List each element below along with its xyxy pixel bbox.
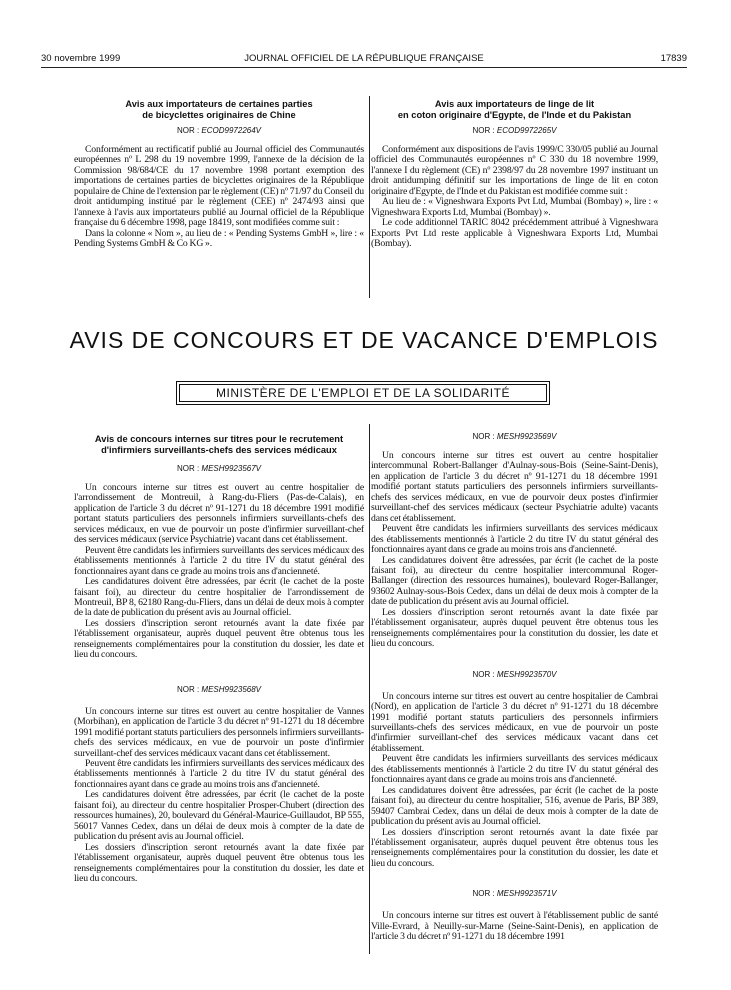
- paragraph: Peuvent être candidats les infirmiers surveillants des services médicaux des établissements mentionnés à l'article 2 du titre IV du statut général des fonctionnaires ayant dans ce grade au moins trois ans d'ancienneté.: [371, 523, 658, 556]
- ministry-name: MINISTÈRE DE L'EMPLOI ET DE LA SOLIDARITÉ: [179, 384, 547, 402]
- paragraph: Le code additionnel TARIC 8042 précédemment attribué à Vigneshwara Exports Pvt Ltd reste applicable à Vigneshwara Exports Ltd, Mumbai (Bombay).: [371, 217, 658, 250]
- right-column: [371, 432, 658, 943]
- nor-reference: [74, 685, 364, 695]
- nor-reference: [371, 432, 658, 442]
- nor-code: MESH9923569V: [496, 432, 557, 441]
- notice-title: Avis aux importateurs de linge de lit en coton originaire d'Egypte, de l'Inde et du Pakistan: [397, 99, 632, 120]
- nor-prefix: NOR :: [472, 889, 497, 899]
- column-divider: [369, 96, 370, 298]
- paragraph: Les candidatures doivent être adressées, par écrit (le cachet de la poste faisant foi), au directeur du centre hospitalier intercommunal Roger-Ballanger (direction des ressources humaines), boulevard Roger-Ballanger, 93602 Aulnay-sous-Bois Cedex, dans un délai de deux mois à compter de la date de publication du présent avis au Journal officiel.: [371, 554, 658, 608]
- paragraph: Peuvent être candidats les infirmiers surveillants des services médicaux des établissements mentionnés à l'article 2 du titre IV du statut général des fonctionnaires ayant dans ce grade au moins trois ans d'ancienneté.: [74, 757, 364, 790]
- nor-prefix: NOR :: [472, 669, 497, 679]
- running-header: [41, 52, 687, 66]
- paragraph: Les dossiers d'inscription seront retournés avant la date fixée par l'établissement organisateur, auprès duquel peuvent être obtenus tous les renseignements complémentaires pour la constitution du dossier, les date et lieu du concours.: [74, 841, 364, 884]
- paragraph: Les candidatures doivent être adressées, par écrit (le cachet de la poste faisant foi), au directeur du centre hospitalier de l'arrondissement de Montreuil, BP 8, 62180 Rang-du-Fliers, dans un délai de deux mois à compter de la date de publication du présent avis au Journal officiel.: [74, 576, 364, 619]
- issue-date: 30 novembre 1999: [41, 53, 121, 64]
- column-divider: [369, 424, 370, 954]
- page-number: 17839: [660, 53, 687, 64]
- left-column: [74, 434, 364, 884]
- journal-title: JOURNAL OFFICIEL DE LA RÉPUBLIQUE FRANÇAISE: [244, 53, 484, 64]
- notice-linge-de-lit: [371, 99, 658, 250]
- nor-prefix: NOR :: [176, 464, 202, 473]
- paragraph: Un concours interne sur titres est ouvert à l'établissement public de santé Ville-Evrard, à Neuilly-sur-Marne (Seine-Saint-Denis), en application de l'article 3 du décret nº 91-1271 du 18 décembre 1991: [371, 910, 658, 943]
- nor-reference: [371, 126, 658, 136]
- notice-bicyclettes: [74, 99, 364, 250]
- paragraph: Conformément aux dispositions de l'avis 1999/C 330/05 publié au Journal officiel des Communautés européennes nº C 330 du 18 novembre 1999, l'annexe I du règlement (CE) nº 2398/97 du 28 novembre 1997 instituant un droit antidumping définitif sur les importations de linge de lit en coton originaire d'Egypte, de l'Inde et du Pakistan est modifiée comme suit :: [371, 144, 658, 197]
- paragraph: Un concours interne sur titres est ouvert au centre hospitalier de Cambrai (Nord), en application de l'article 3 du décret nº 91-1271 du 18 décembre 1991 modifié portant statuts particuliers des personnels infirmiers surveillants-chefs des services médicaux, en vue de pourvoir un poste d'infirmier surveillant-chef des services médicaux vacant dans cet établissement.: [371, 690, 658, 754]
- ministry-box: [176, 381, 550, 405]
- nor-code: MESH9923570V: [496, 669, 557, 679]
- paragraph: Conformément au rectificatif publié au Journal officiel des Communautés européennes nº L 298 du 19 novembre 1999, l'annexe de la décision de la Commission 98/684/CE du 17 novembre 1998 portant exemption des importations de certaines parties de bicyclettes originaires de la République populaire de Chine de l'extension par le règlement (CE) nº 71/97 du Conseil du droit antidumping institué par le règlement (CEE) nº 2474/93 ainsi que l'annexe à l'avis aux importateurs publié au Journal officiel de la République française du 6 décembre 1998, page 18419, sont modifiées comme suit :: [74, 144, 364, 229]
- nor-code: ECOD9972265V: [496, 126, 557, 135]
- paragraph: Les dossiers d'inscription seront retournés avant la date fixée par l'établissement organisateur, auprès duquel peuvent être obtenus tous les renseignements complémentaires pour la constitution du dossier, les date et lieu du concours.: [74, 617, 364, 661]
- paragraph: Dans la colonne « Nom », au lieu de : « Pending Systems GmbH », lire : « Pending Systems GmbH & Co KG ».: [74, 227, 364, 250]
- nor-code: MESH9923567V: [201, 464, 262, 473]
- nor-prefix: NOR :: [472, 126, 497, 135]
- paragraph: Peuvent être candidats les infirmiers surveillants des services médicaux des établissements mentionnés à l'article 2 du titre IV du statut général des fonctionnaires ayant dans ce grade au moins trois ans d'ancienneté.: [74, 544, 364, 577]
- header-rule: [41, 67, 687, 68]
- nor-reference: [74, 126, 364, 136]
- paragraph: Un concours interne sur titres est ouvert au centre hospitalier de Vannes (Morbihan), en application de l'article 3 du décret nº 91-1271 du 18 décembre 1991 modifié portant statuts particuliers des personnels infirmiers surveillants-chefs des services médicaux, en vue de pourvoir un poste d'infirmier surveillant-chef des services médicaux vacant dans cet établissement.: [74, 705, 364, 759]
- nor-code: MESH9923571V: [496, 889, 557, 899]
- paragraph: Un concours interne sur titres est ouvert au centre hospitalier intercommunal Robert-Ballanger d'Aulnay-sous-Bois (Seine-Saint-Denis), en application de l'article 3 du décret nº 91-1271 du 18 décembre 1991 modifié portant statuts particuliers des personnels infirmiers surveillants-chefs des services médicaux, en vue de pourvoir deux postes d'infirmier surveillant-chef des services médicaux (secteur Psychiatrie adulte) vacants dans cet établissement.: [371, 450, 658, 524]
- nor-prefix: NOR :: [176, 684, 202, 694]
- nor-code: MESH9923568V: [201, 684, 262, 694]
- paragraph: Au lieu de : « Vigneshwara Exports Pvt Ltd, Mumbai (Bombay) », lire : « Vigneshwara Exports Ltd, Mumbai (Bombay) ».: [371, 196, 658, 218]
- paragraph: Les dossiers d'inscription seront retournés avant la date fixée par l'établissement organisateur, auprès duquel peuvent être obtenus tous les renseignements complémentaires pour la constitution du dossier, les date et lieu du concours.: [371, 826, 658, 869]
- paragraph: Les dossiers d'inscription seront retournés avant la date fixée par l'établissement organisateur, auprès duquel peuvent être obtenus tous les renseignements complémentaires pour la constitution du dossier, les date et lieu du concours.: [371, 606, 658, 650]
- paragraph: Les candidatures doivent être adressées, par écrit (le cachet de la poste faisant foi), au directeur du centre hospitalier Prosper-Chubert (direction des ressources humaines), 20, boulevard du Général-Maurice-Guillaudot, BP 555, 56017 Vannes Cedex, dans un délai de deux mois à compter de la date de publication du présent avis au Journal officiel.: [74, 789, 364, 843]
- nor-reference: [371, 670, 658, 680]
- paragraph: Peuvent être candidats les infirmiers surveillants des services médicaux des établissements mentionnés à l'article 2 du titre IV du statut général des fonctionnaires ayant dans ce grade au moins trois ans d'ancienneté.: [371, 753, 658, 786]
- nor-prefix: NOR :: [176, 126, 202, 135]
- notice-title: Avis aux importateurs de certaines parties de bicyclettes originaires de Chine: [125, 99, 313, 120]
- nor-code: ECOD9972264V: [201, 126, 262, 135]
- nor-reference: [371, 889, 658, 899]
- nor-prefix: NOR :: [472, 432, 497, 441]
- nor-reference: [74, 464, 364, 474]
- section-title: AVIS DE CONCOURS ET DE VACANCE D'EMPLOIS: [69, 327, 659, 353]
- notice-title: Avis de concours internes sur titres pour le recrutement d'infirmiers surveillants-chefs des services médicaux: [94, 434, 344, 455]
- paragraph: Un concours interne sur titres est ouvert au centre hospitalier de l'arrondissement de Montreuil, à Rang-du-Fliers (Pas-de-Calais), en application de l'article 3 du décret nº 91-1271 du 18 décembre 1991 modifié portant statuts particuliers des personnels infirmiers surveillants-chefs des services médicaux, en vue de pourvoir un poste d'infirmier surveillant-chef des services médicaux (service Psychiatrie) vacant dans cet établissement.: [74, 482, 364, 546]
- paragraph: Les candidatures doivent être adressées, par écrit (le cachet de la poste faisant foi), au directeur du centre hospitalier, 516, avenue de Paris, BP 389, 59407 Cambrai Cedex, dans un délai de deux mois à compter de la date de publication du présent avis au Journal officiel.: [371, 784, 658, 828]
